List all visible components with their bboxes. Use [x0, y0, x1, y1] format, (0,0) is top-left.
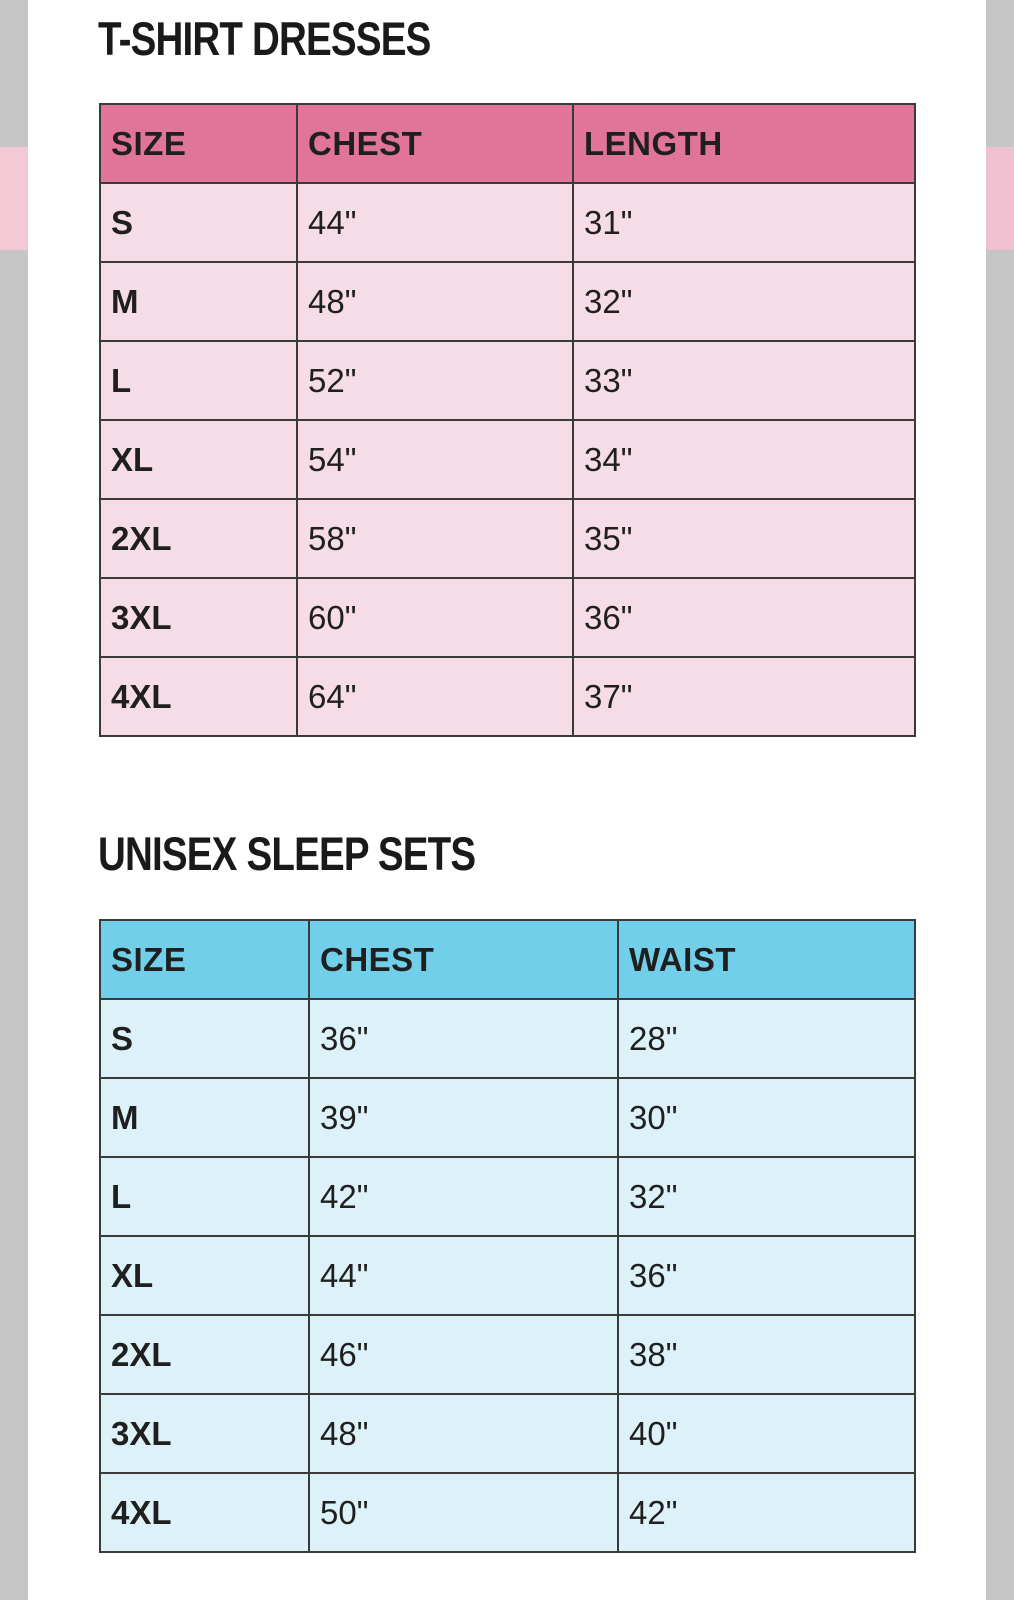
size-cell: 4XL — [100, 657, 297, 736]
size-cell: XL — [100, 420, 297, 499]
column-header-chest: CHEST — [309, 920, 618, 999]
length-cell: 32" — [573, 262, 915, 341]
chest-cell: 36" — [309, 999, 618, 1078]
waist-cell: 40" — [618, 1394, 915, 1473]
chest-cell: 48" — [297, 262, 573, 341]
table-row — [100, 499, 915, 578]
column-header-size: SIZE — [100, 920, 309, 999]
size-cell: L — [100, 1157, 309, 1236]
chest-cell: 46" — [309, 1315, 618, 1394]
size-cell: 2XL — [100, 1315, 309, 1394]
size-cell: M — [100, 262, 297, 341]
table-row — [100, 420, 915, 499]
table-row — [100, 262, 915, 341]
column-header-size: SIZE — [100, 104, 297, 183]
chest-cell: 60" — [297, 578, 573, 657]
background-image-left — [0, 147, 28, 250]
chest-cell: 39" — [309, 1078, 618, 1157]
size-cell: S — [100, 183, 297, 262]
waist-cell: 28" — [618, 999, 915, 1078]
table-row — [100, 1315, 915, 1394]
size-cell: M — [100, 1078, 309, 1157]
chest-cell: 48" — [309, 1394, 618, 1473]
size-cell: 3XL — [100, 578, 297, 657]
size-table-unisex-sleep-sets — [99, 919, 916, 1553]
table-row — [100, 578, 915, 657]
table-row — [100, 1236, 915, 1315]
column-header-waist: WAIST — [618, 920, 915, 999]
table-row — [100, 999, 915, 1078]
table-header-row — [100, 104, 915, 183]
size-table-tshirt-dresses — [99, 103, 916, 737]
size-chart-panel — [28, 0, 986, 1600]
table-header-row — [100, 920, 915, 999]
length-cell: 33" — [573, 341, 915, 420]
size-cell: S — [100, 999, 309, 1078]
chest-cell: 52" — [297, 341, 573, 420]
table-row — [100, 657, 915, 736]
waist-cell: 42" — [618, 1473, 915, 1552]
column-header-chest: CHEST — [297, 104, 573, 183]
length-cell: 34" — [573, 420, 915, 499]
table-row — [100, 183, 915, 262]
table-row — [100, 341, 915, 420]
chest-cell: 44" — [297, 183, 573, 262]
length-cell: 31" — [573, 183, 915, 262]
table-row — [100, 1078, 915, 1157]
waist-cell: 36" — [618, 1236, 915, 1315]
waist-cell: 30" — [618, 1078, 915, 1157]
background-image-right — [986, 147, 1014, 250]
chest-cell: 42" — [309, 1157, 618, 1236]
size-cell: 3XL — [100, 1394, 309, 1473]
chest-cell: 64" — [297, 657, 573, 736]
size-cell: 2XL — [100, 499, 297, 578]
length-cell: 35" — [573, 499, 915, 578]
waist-cell: 38" — [618, 1315, 915, 1394]
section-title-tshirt-dresses: T-SHIRT DRESSES — [98, 12, 431, 65]
length-cell: 36" — [573, 578, 915, 657]
column-header-length: LENGTH — [573, 104, 915, 183]
table-row — [100, 1394, 915, 1473]
chest-cell: 50" — [309, 1473, 618, 1552]
length-cell: 37" — [573, 657, 915, 736]
chest-cell: 54" — [297, 420, 573, 499]
section-title-unisex-sleep-sets: UNISEX SLEEP SETS — [98, 827, 476, 880]
size-cell: 4XL — [100, 1473, 309, 1552]
waist-cell: 32" — [618, 1157, 915, 1236]
table-row — [100, 1157, 915, 1236]
chest-cell: 58" — [297, 499, 573, 578]
table-row — [100, 1473, 915, 1552]
size-cell: L — [100, 341, 297, 420]
size-cell: XL — [100, 1236, 309, 1315]
chest-cell: 44" — [309, 1236, 618, 1315]
